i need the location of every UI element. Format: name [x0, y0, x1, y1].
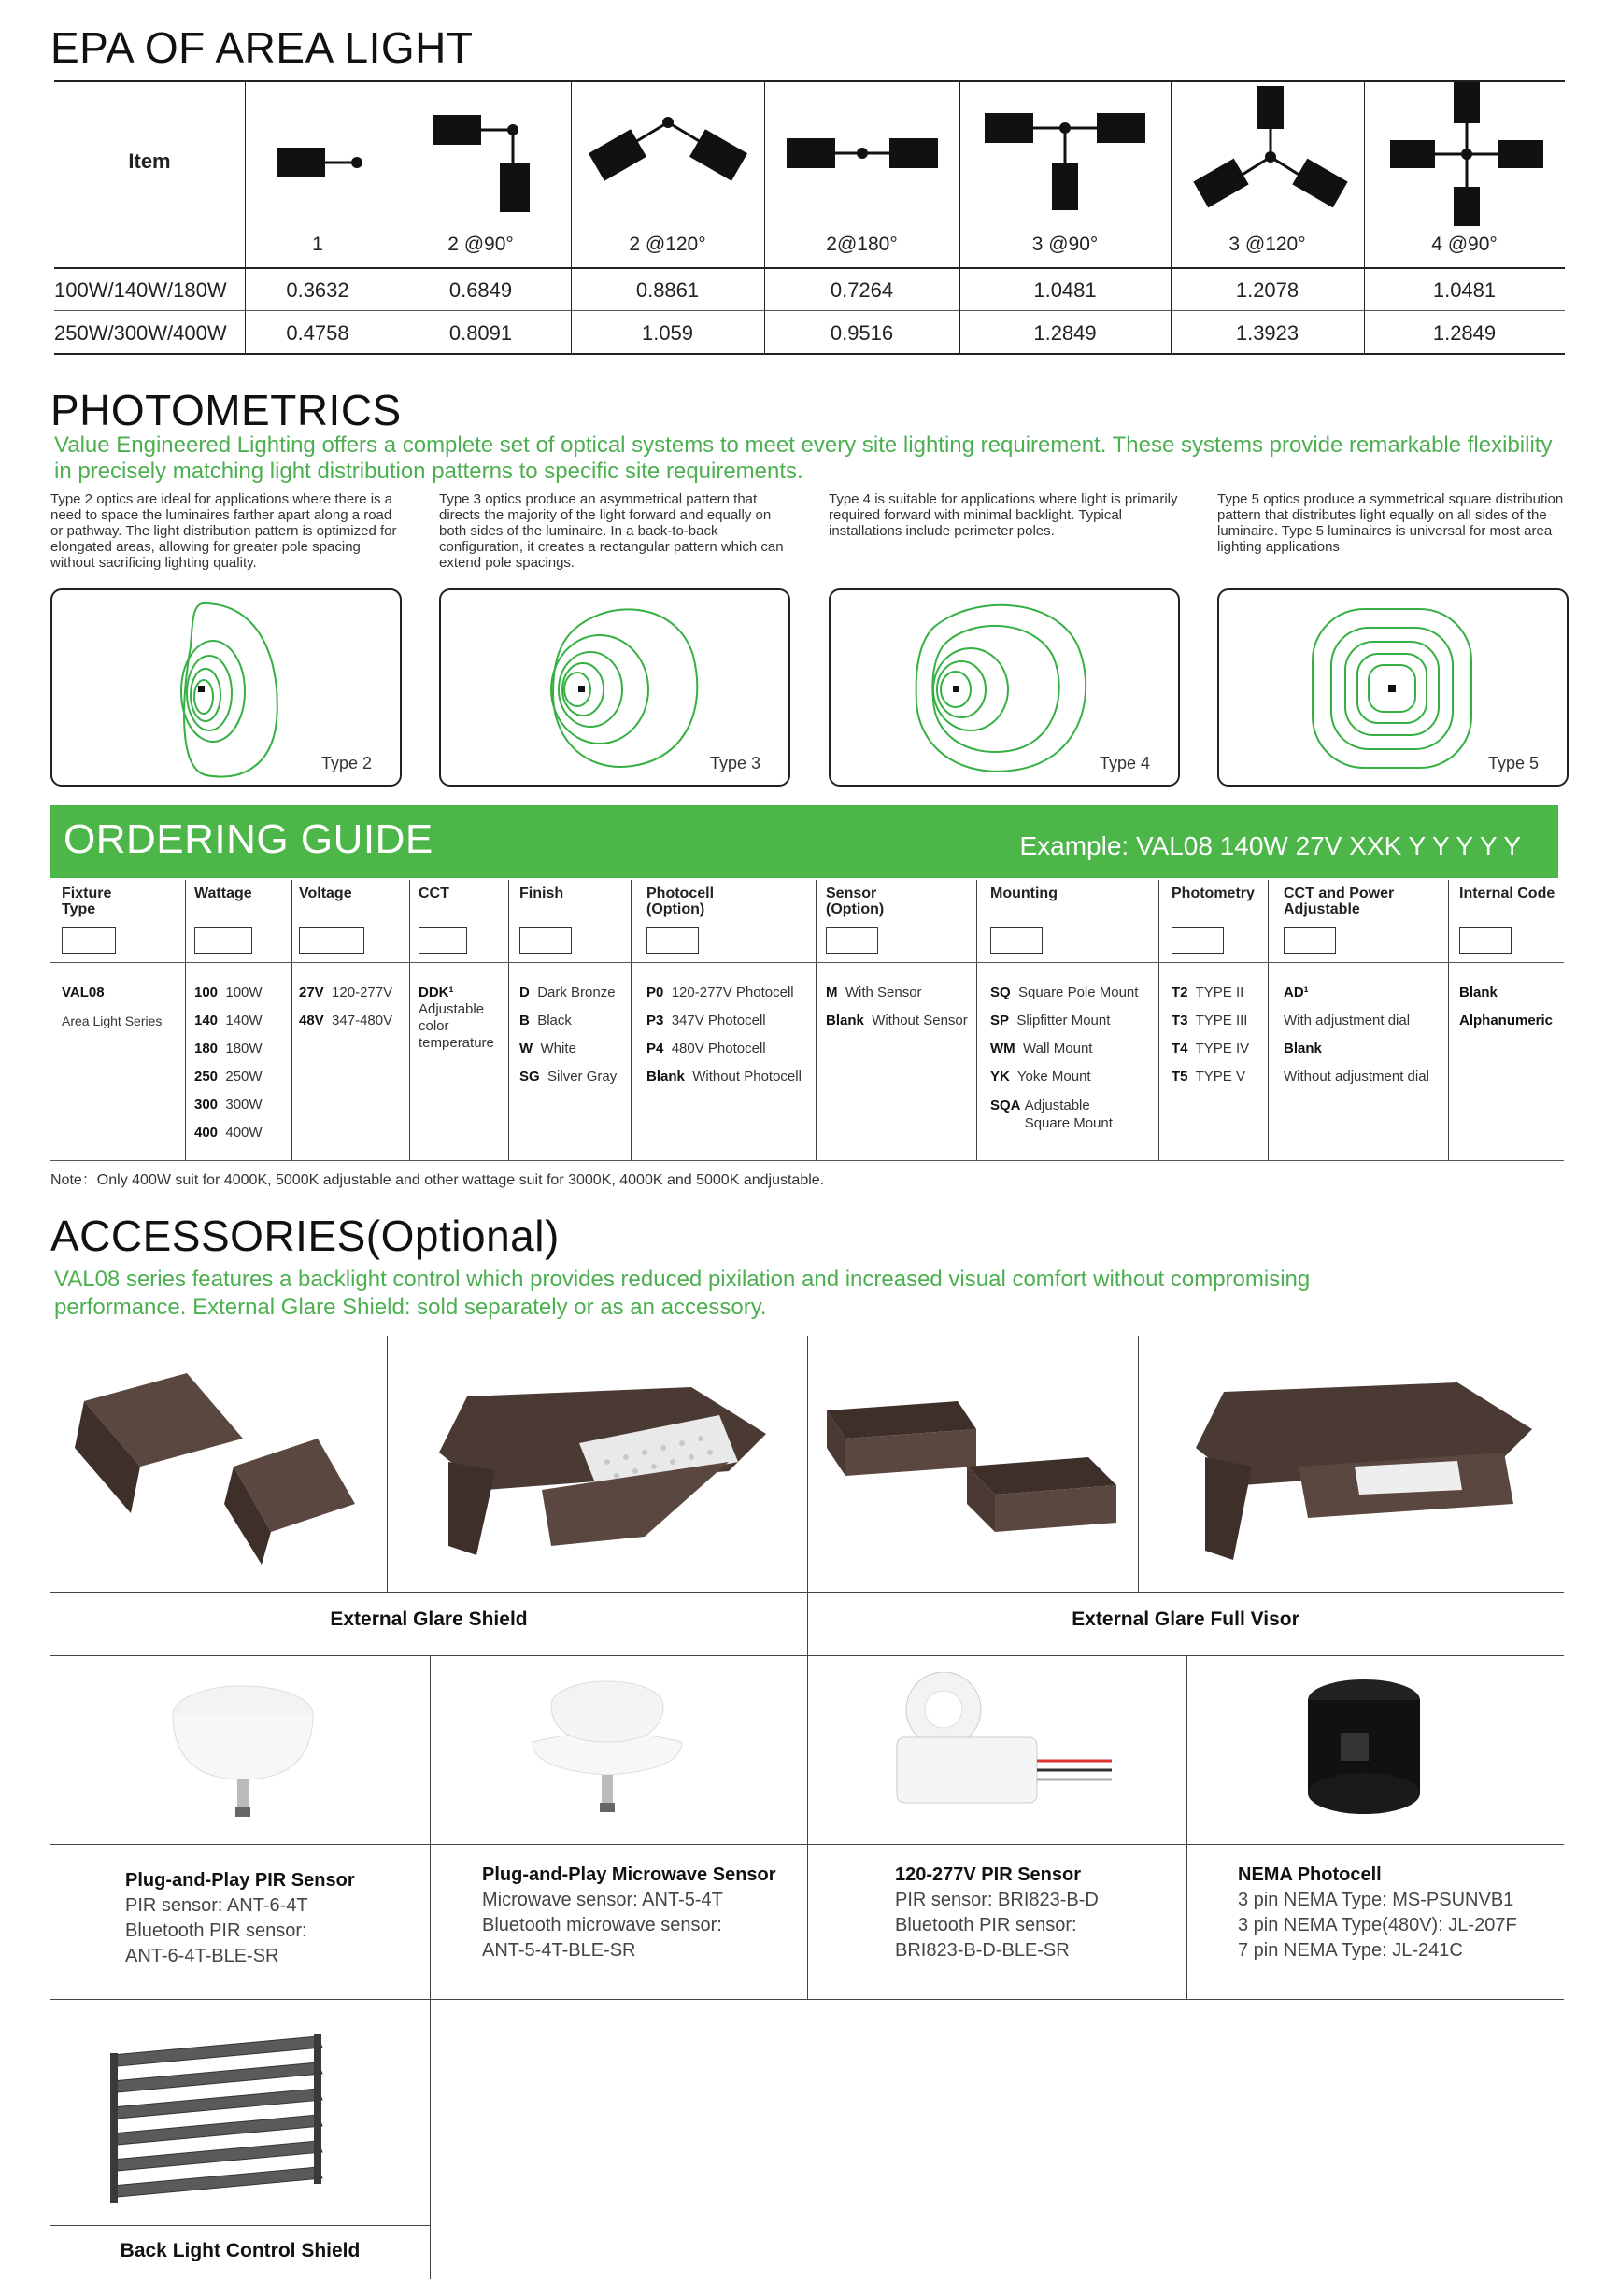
voltage-box[interactable] [299, 927, 364, 954]
photometrics-intro: Value Engineered Lighting offers a complete set of optical systems to meet every site lighting requirement. These systems provide remarkable flexibility in precisely matching light distribution patterns to specific site requirements. [54, 432, 1553, 484]
option-label: Slipfitter Mount [1016, 1013, 1111, 1028]
col-head: Photocell [646, 886, 715, 901]
epa-vline [1171, 80, 1172, 353]
acc-vline [387, 1336, 388, 1592]
cct-options [419, 979, 504, 1052]
col-head: (Option) [646, 901, 705, 917]
nema-photocell-line: 3 pin NEMA Type: MS-PSUNVB1 [1238, 1890, 1514, 1910]
ordering-column-divider [1158, 880, 1159, 1160]
nema-photocell-image [1289, 1667, 1439, 1831]
acc-vline [430, 1655, 431, 1999]
mounting-box[interactable] [990, 927, 1043, 954]
type5-description: Type 5 optics produce a symmetrical square distribution pattern that distributes light equally on all sides of the luminaire. Type 5 luminaires is universal for most area lighting applications [1217, 491, 1564, 555]
sensor-box[interactable] [826, 927, 878, 954]
epa-config-4-90-icon [1383, 80, 1551, 230]
option-label: 347V Photocell [671, 1013, 766, 1028]
option-code: Alphanumeric [1459, 1013, 1554, 1028]
epa-config-label: 2 @90° [447, 234, 514, 255]
epa-config-2-120-icon [579, 107, 757, 191]
pir-sensor-image [159, 1667, 327, 1826]
epa-vline [571, 80, 572, 353]
option-code: SQA [990, 1098, 1021, 1113]
epa-value: 0.6849 [448, 278, 513, 302]
acc-vline [807, 1336, 808, 1999]
option-code: DDK¹ [419, 985, 454, 1000]
epa-config-1-icon [271, 140, 374, 187]
finish-box[interactable] [519, 927, 572, 954]
option-code: T5 [1172, 1069, 1188, 1084]
epa-config-label: 4 @90° [1431, 234, 1498, 255]
accessories-title: ACCESSORIES(Optional) [50, 1212, 560, 1260]
epa-value: 1.0481 [1432, 278, 1497, 302]
option-code: 250 [194, 1069, 219, 1084]
option-code: W [519, 1041, 533, 1056]
option-code: T3 [1172, 1013, 1188, 1028]
option-code: P3 [646, 1013, 664, 1028]
photometrics-title: PHOTOMETRICS [50, 386, 402, 434]
acc-vline [430, 1999, 431, 2279]
pir-sensor-line: Bluetooth PIR sensor: [125, 1920, 307, 1941]
ordering-column-divider [409, 880, 410, 1160]
option-label: Without adjustment dial [1284, 1069, 1429, 1084]
option-code: 27V [299, 985, 324, 1000]
epa-vline [959, 80, 960, 353]
pir-sensor-line: PIR sensor: ANT-6-4T [125, 1895, 308, 1916]
acc-hline [50, 2225, 430, 2226]
acc-hline [50, 1844, 1564, 1845]
sensor-options [826, 979, 968, 1035]
option-code: Blank [826, 1013, 864, 1028]
option-code: AD¹ [1284, 985, 1309, 1000]
microwave-sensor-title: Plug-and-Play Microwave Sensor [482, 1864, 776, 1885]
ordering-column-divider [508, 880, 509, 1160]
full-visor-caption: External Glare Full Visor [1072, 1609, 1299, 1630]
ordering-column-divider [816, 880, 817, 1160]
type2-description: Type 2 optics are ideal for applications where there is a need to space the luminaires farther apart along a road or pathway. The light distribution pattern is optimized for elongated areas, allowing for greater pole spacing without sacrificing lighting quality. [50, 491, 397, 571]
epa-vline [764, 80, 765, 353]
option-label: 120-277V Photocell [671, 985, 794, 1000]
option-label: 100W [225, 985, 263, 1000]
pir-sensor-277v-line: BRI823-B-D-BLE-SR [895, 1940, 1070, 1961]
option-code: 140 [194, 1013, 219, 1028]
option-code: T4 [1172, 1041, 1188, 1056]
option-label: TYPE III [1195, 1013, 1248, 1028]
ordering-bottom-rule [50, 1160, 1564, 1161]
type4-label: Type 4 [1099, 754, 1150, 772]
nema-photocell-title: NEMA Photocell [1238, 1864, 1382, 1885]
col-head: Mounting [990, 886, 1058, 901]
ordering-column-divider [631, 880, 632, 1160]
option-code: P0 [646, 985, 664, 1000]
cct-box[interactable] [419, 927, 467, 954]
wattage-options [194, 979, 263, 1147]
microwave-sensor-line: Microwave sensor: ANT-5-4T [482, 1890, 723, 1910]
pir-sensor-277v-image [878, 1672, 1121, 1821]
nema-photocell-line: 7 pin NEMA Type: JL-241C [1238, 1940, 1463, 1961]
epa-value: 0.8091 [448, 321, 513, 345]
type5-pattern-card [1217, 588, 1569, 787]
internal-code-options [1459, 979, 1553, 1035]
option-code: B [519, 1013, 530, 1028]
epa-config-label: 2@180° [826, 234, 898, 255]
epa-bottom-rule [54, 353, 1565, 355]
ordering-guide-title: ORDERING GUIDE [64, 816, 433, 862]
pir-sensor-line: ANT-6-4T-BLE-SR [125, 1946, 279, 1966]
col-head: (Option) [826, 901, 885, 917]
type4-pattern-card [829, 588, 1180, 787]
option-code: T2 [1172, 985, 1188, 1000]
epa-value: 1.2078 [1235, 278, 1299, 302]
option-code: D [519, 985, 530, 1000]
fixture-options [62, 979, 162, 1035]
type2-label: Type 2 [320, 754, 372, 772]
option-label: 250W [225, 1069, 263, 1084]
option-label: White [540, 1041, 576, 1056]
epa-config-label: 3 @120° [1228, 234, 1306, 255]
cct-power-box[interactable] [1284, 927, 1336, 954]
voltage-options [299, 979, 392, 1035]
area-light-with-full-visor-image [1158, 1364, 1551, 1579]
option-label: 180W [225, 1041, 263, 1056]
epa-config-3-90-icon [981, 107, 1149, 220]
ordering-column-divider [1448, 880, 1449, 1160]
option-label: 347-480V [332, 1013, 393, 1028]
epa-value: 0.8861 [635, 278, 700, 302]
col-head: Sensor [826, 886, 877, 901]
option-label: With Sensor [845, 985, 922, 1000]
epa-value: 1.0481 [1033, 278, 1097, 302]
epa-top-rule [54, 80, 1565, 82]
option-label: Black [537, 1013, 572, 1028]
ordering-note: Note：Only 400W suit for 4000K, 5000K adjustable and other wattage suit for 3000K, 4000K and 5000K andjustable. [50, 1172, 825, 1188]
acc-vline [1138, 1336, 1139, 1592]
option-code: YK [990, 1069, 1010, 1084]
back-light-shield-caption: Back Light Control Shield [120, 2240, 361, 2261]
wattage-box[interactable] [194, 927, 252, 954]
epa-value: 1.059 [641, 321, 694, 345]
col-head: Fixture [62, 886, 112, 901]
pir-sensor-277v-block [895, 1863, 1099, 1963]
option-label: 300W [225, 1097, 263, 1113]
nema-photocell-block [1238, 1863, 1517, 1963]
ordering-example: Example: VAL08 140W 27V XXK Y Y Y Y Y [1019, 831, 1521, 860]
microwave-sensor-image [523, 1667, 691, 1826]
option-label: 400W [225, 1125, 263, 1141]
col-head: Finish [519, 886, 564, 901]
epa-value: 1.2849 [1432, 321, 1497, 345]
col-head: Adjustable [1284, 901, 1360, 917]
acc-hline [50, 1592, 1564, 1593]
microwave-sensor-line: Bluetooth microwave sensor: [482, 1915, 722, 1935]
col-head: CCT [419, 886, 449, 901]
epa-config-3-120-icon [1186, 84, 1355, 215]
option-code: 100 [194, 985, 219, 1000]
option-label: Silver Gray [547, 1069, 618, 1084]
option-code: M [826, 985, 838, 1000]
back-light-control-shield-image [103, 2027, 336, 2214]
type4-description: Type 4 is suitable for applications where light is primarily required forward with minimal backlight. Typical installations include perimeter poles. [829, 491, 1178, 539]
photometry-options [1172, 979, 1249, 1091]
option-label: Yoke Mount [1016, 1069, 1091, 1084]
fixture-type-box[interactable] [62, 927, 116, 954]
option-label: Without Sensor [872, 1013, 968, 1028]
option-label: 480V Photocell [671, 1041, 766, 1056]
acc-hline [50, 1655, 1564, 1656]
epa-vline [1364, 80, 1365, 353]
ordering-column-divider [976, 880, 977, 1160]
epa-value: 0.3632 [286, 278, 349, 302]
epa-value: 0.7264 [830, 278, 894, 302]
internal-code-box[interactable] [1459, 927, 1512, 954]
epa-row-label: 250W/300W/400W [54, 321, 227, 345]
option-code: Blank [1459, 985, 1498, 1000]
epa-config-2-90-icon [425, 107, 547, 220]
option-code: SG [519, 1069, 540, 1084]
option-code: Blank [646, 1069, 685, 1084]
epa-value: 1.2849 [1033, 321, 1097, 345]
option-label: Adjustable color temperature [419, 1001, 494, 1051]
option-code: P4 [646, 1041, 664, 1056]
epa-value: 1.3923 [1235, 321, 1299, 345]
ordering-column-divider [1268, 880, 1269, 1160]
epa-config-label: 2 @120° [629, 234, 706, 255]
option-label: 140W [225, 1013, 263, 1028]
type3-label: Type 3 [709, 754, 760, 772]
col-head: Type [62, 901, 96, 917]
option-code: 48V [299, 1013, 324, 1028]
option-label: Wall Mount [1023, 1041, 1093, 1056]
acc-hline [50, 1999, 1564, 2000]
type3-description: Type 3 optics produce an asymmetrical pattern that directs the majority of the light forward and equally on both sides of the luminaire. In a back-to-back configuration, it creates a rectangular pattern which can extend pole spacings. [439, 491, 784, 571]
option-label: With adjustment dial [1284, 1013, 1411, 1028]
col-head: Photometry [1172, 886, 1255, 901]
pir-sensor-277v-line: Bluetooth PIR sensor: [895, 1915, 1077, 1935]
ordering-guide-header [50, 805, 1558, 878]
epa-config-2-180-icon [783, 131, 942, 177]
epa-title: EPA OF AREA LIGHT [50, 23, 474, 72]
option-code: VAL08 [62, 985, 105, 1000]
option-code: SP [990, 1013, 1010, 1028]
glare-full-visor-image [817, 1392, 1126, 1569]
type5-label: Type 5 [1487, 754, 1539, 772]
option-code: 180 [194, 1041, 219, 1056]
option-label: TYPE IV [1195, 1041, 1250, 1056]
photometry-box[interactable] [1172, 927, 1224, 954]
option-code: WM [990, 1041, 1015, 1056]
microwave-sensor-line: ANT-5-4T-BLE-SR [482, 1940, 636, 1961]
mounting-options [990, 979, 1154, 1132]
nema-photocell-line: 3 pin NEMA Type(480V): JL-207F [1238, 1915, 1517, 1935]
epa-config-label: 3 @90° [1031, 234, 1099, 255]
col-head: Internal Code [1459, 886, 1555, 901]
cct-power-options [1284, 979, 1429, 1091]
col-head: Voltage [299, 886, 352, 901]
option-label: Adjustable Square Mount [1024, 1098, 1113, 1131]
option-label: Area Light Series [62, 1013, 163, 1028]
option-code: SQ [990, 985, 1011, 1000]
pir-sensor-title: Plug-and-Play PIR Sensor [125, 1870, 355, 1891]
pir-sensor-277v-line: PIR sensor: BRI823-B-D [895, 1890, 1099, 1910]
type3-pattern-card [439, 588, 790, 787]
col-head: Wattage [194, 886, 252, 901]
photocell-options [646, 979, 802, 1091]
photocell-box[interactable] [646, 927, 699, 954]
ordering-column-divider [185, 880, 186, 1160]
option-label: TYPE V [1195, 1069, 1245, 1084]
option-code: Blank [1284, 1041, 1322, 1056]
type2-pattern-card [50, 588, 402, 787]
epa-item-label: Item [128, 149, 171, 173]
finish-options [519, 979, 617, 1091]
microwave-sensor-block [482, 1863, 776, 1963]
accessories-intro: VAL08 series features a backlight control which provides reduced pixilation and increased visual comfort without compromising performance. External Glare Shield: sold separately or as an accessory. [54, 1267, 1311, 1320]
col-head: CCT and Power [1284, 886, 1395, 901]
option-label: 120-277V [332, 985, 393, 1000]
epa-row-rule [54, 310, 1565, 311]
option-label: Without Photocell [692, 1069, 802, 1084]
epa-value: 0.4758 [286, 321, 349, 345]
option-code: 300 [194, 1097, 219, 1113]
epa-row-label: 100W/140W/180W [54, 278, 227, 302]
epa-value: 0.9516 [830, 321, 894, 345]
option-code: 400 [194, 1125, 219, 1141]
acc-vline [1186, 1655, 1187, 1999]
epa-config-label: 1 [312, 234, 323, 255]
epa-header-rule [54, 267, 1565, 269]
glare-shield-image [65, 1364, 374, 1569]
option-label: TYPE II [1195, 985, 1244, 1000]
option-label: Square Pole Mount [1018, 985, 1139, 1000]
ordering-column-divider [291, 880, 292, 1160]
pir-sensor-277v-title: 120-277V PIR Sensor [895, 1864, 1081, 1885]
glare-shield-caption: External Glare Shield [330, 1609, 528, 1630]
pir-sensor-block [125, 1868, 355, 1969]
epa-vline [245, 80, 246, 353]
option-label: Dark Bronze [537, 985, 616, 1000]
area-light-with-glare-shield-image [411, 1359, 785, 1583]
